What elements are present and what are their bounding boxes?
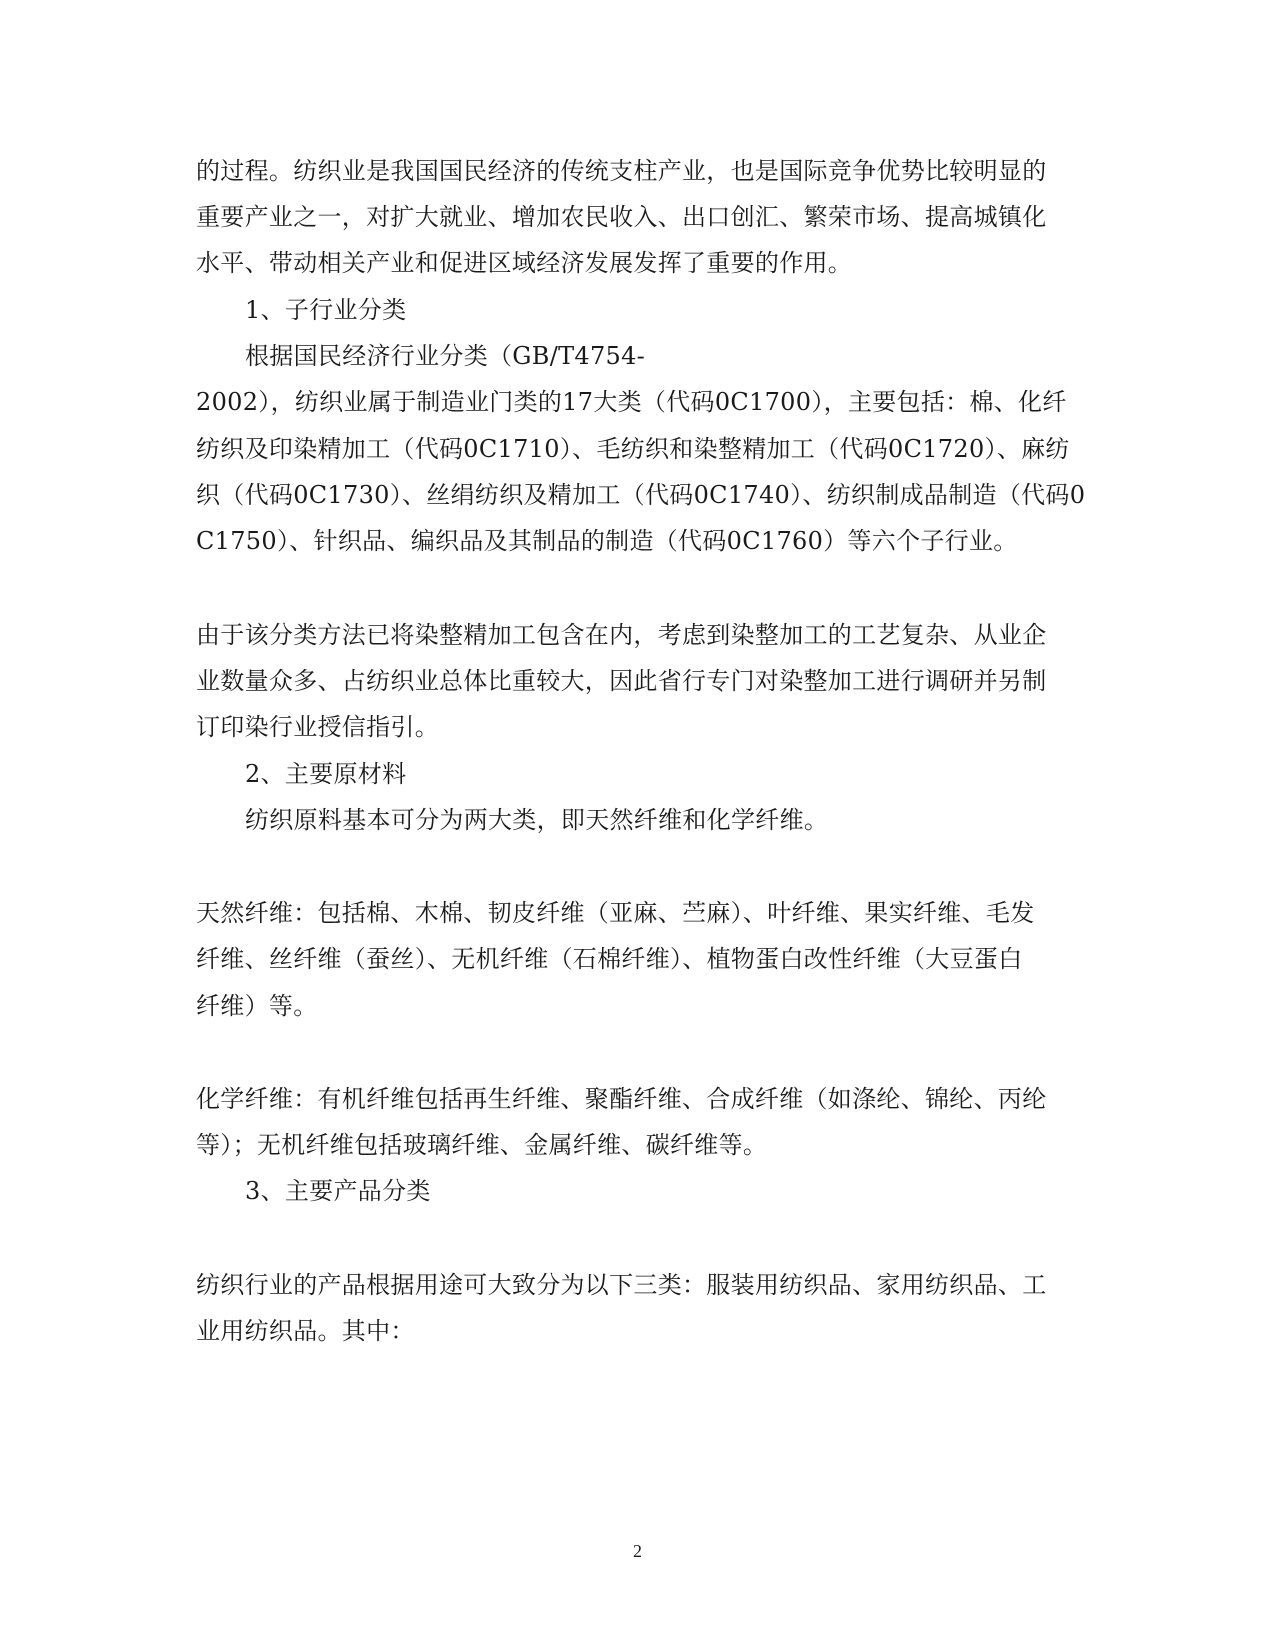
paragraph-line: 由于该分类方法已将染整精加工包含在内，考虑到染整加工的工艺复杂、从业企 <box>196 621 1047 649</box>
paragraph-line: 水平、带动相关产业和促进区域经济发展发挥了重要的作用。 <box>196 249 853 277</box>
paragraph-line: 纺织及印染精加工（代码0C1710）、毛纺织和染整精加工（代码0C1720）、麻纺 <box>196 435 1070 463</box>
paragraph-line: 纤维、丝纤维（蚕丝）、无机纤维（石棉纤维）、植物蛋白改性纤维（大豆蛋白 <box>196 945 1023 973</box>
paragraph-line: 根据国民经济行业分类（GB/T4754- <box>245 342 646 370</box>
paragraph-line: 业数量众多、占纺织业总体比重较大，因此省行专门对染整加工进行调研并另制 <box>196 667 1047 695</box>
paragraph-line: 订印染行业授信指引。 <box>196 713 439 741</box>
page-number: 2 <box>633 1541 642 1561</box>
paragraph-line: 化学纤维：有机纤维包括再生纤维、聚酯纤维、合成纤维（如涤纶、锦纶、丙纶 <box>196 1085 1047 1113</box>
paragraph-line: 纺织原料基本可分为两大类，即天然纤维和化学纤维。 <box>245 806 829 834</box>
section-heading-1: 1、子行业分类 <box>245 296 407 324</box>
section-heading-3: 3、主要产品分类 <box>245 1177 431 1205</box>
section-heading-2: 2、主要原材料 <box>245 760 407 788</box>
paragraph-line: 业用纺织品。其中： <box>196 1317 415 1345</box>
paragraph-line: 重要产业之一，对扩大就业、增加农民收入、出口创汇、繁荣市场、提高城镇化 <box>196 203 1047 231</box>
paragraph-line: 纺织行业的产品根据用途可大致分为以下三类：服装用纺织品、家用纺织品、工 <box>196 1271 1047 1299</box>
paragraph-line: 织（代码0C1730）、丝绢纺织及精加工（代码0C1740）、纺织制成品制造（代码0 <box>196 481 1086 509</box>
paragraph-line: 天然纤维：包括棉、木棉、韧皮纤维（亚麻、苎麻）、叶纤维、果实纤维、毛发 <box>196 899 1035 927</box>
paragraph-line: 2002），纺织业属于制造业门类的17大类（代码0C1700），主要包括：棉、化纤 <box>196 388 1067 416</box>
paragraph-line: 的过程。纺织业是我国国民经济的传统支柱产业，也是国际竞争优势比较明显的 <box>196 157 1047 185</box>
paragraph-line: 纤维）等。 <box>196 992 318 1020</box>
paragraph-line: C1750）、针织品、编织品及其制品的制造（代码0C1760）等六个子行业。 <box>196 527 1018 555</box>
paragraph-line: 等）；无机纤维包括玻璃纤维、金属纤维、碳纤维等。 <box>196 1131 768 1159</box>
